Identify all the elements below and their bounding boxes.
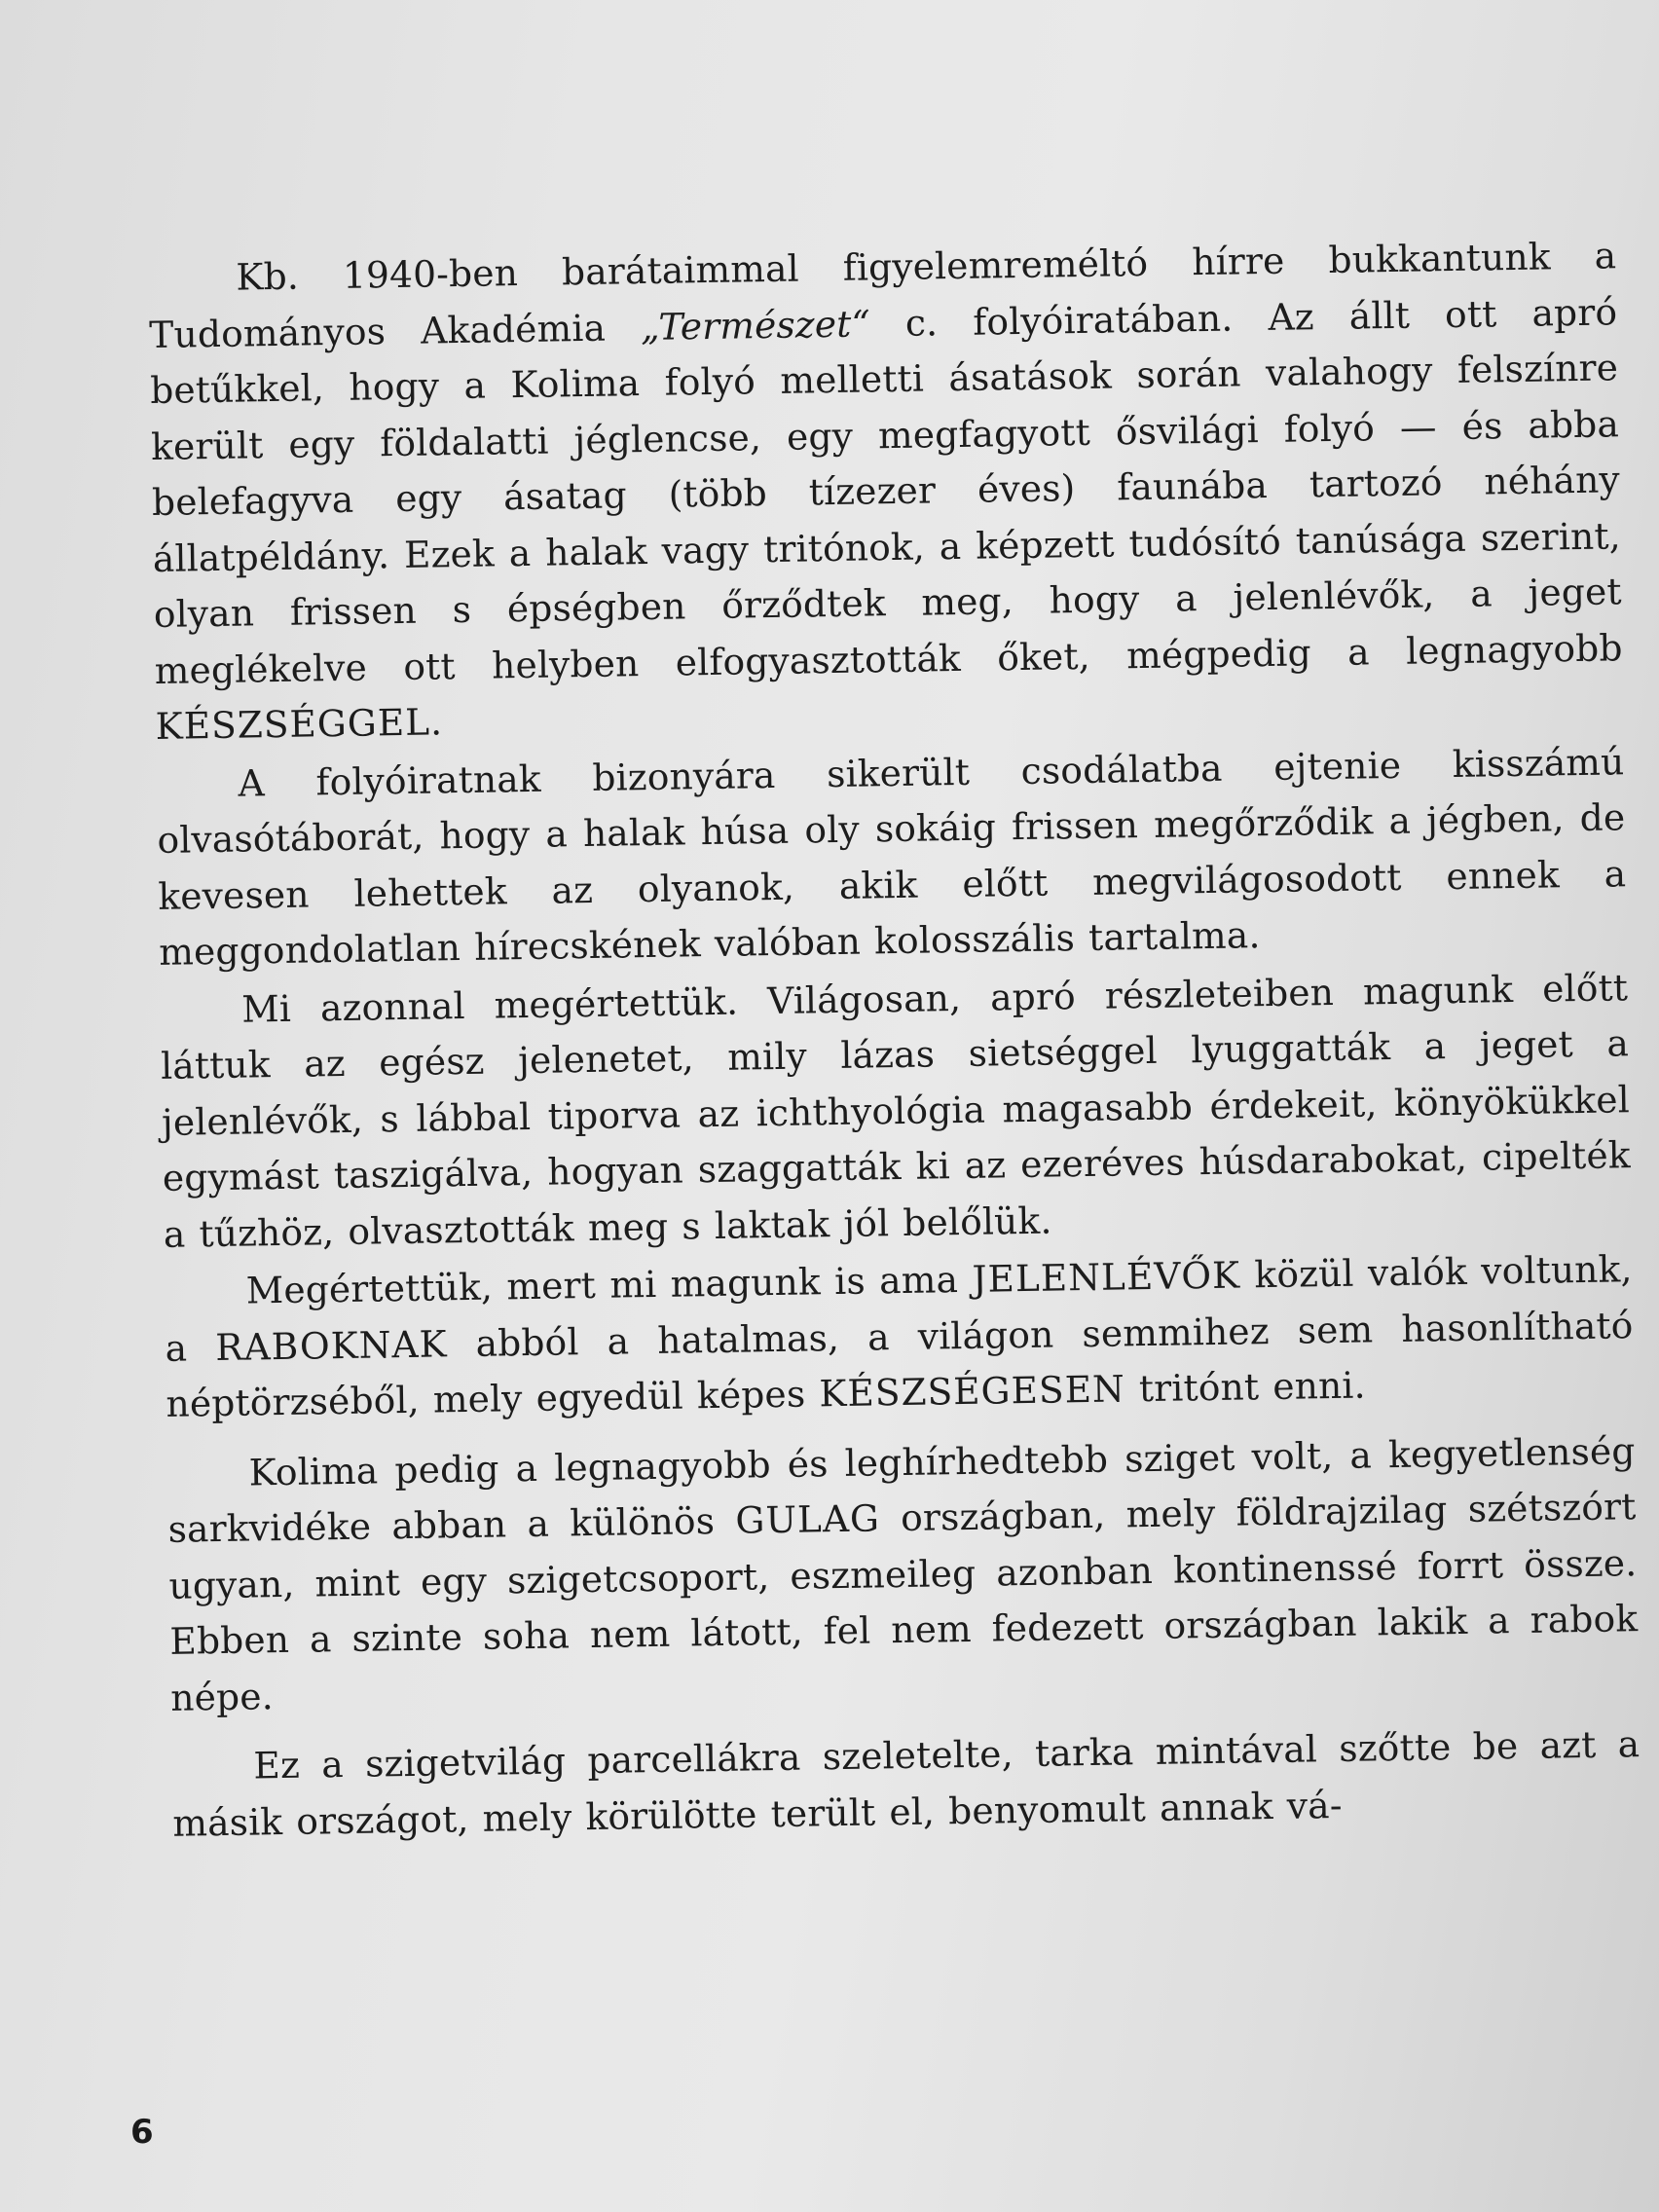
- body-text: [148, 228, 1641, 1851]
- paragraph-3: [160, 960, 1632, 1263]
- caps-word: RABOKNAK: [214, 1321, 448, 1369]
- paragraph-2: [156, 734, 1627, 981]
- text-segment: abból a hatalmas, a világon semmihez sem hasonlítható néptörzséből, mely egyedül képes: [166, 1303, 1634, 1425]
- journal-title: „Természet“: [640, 301, 871, 349]
- paragraph-1: [148, 228, 1624, 755]
- text-segment: közül valók voltunk, a: [165, 1247, 1633, 1370]
- paragraph-5: [166, 1423, 1639, 1726]
- page-number: 6: [130, 2113, 154, 2152]
- text-segment: A folyóiratnak bizonyára sikerült csodálatba ejtenie kisszámú olvasótáborát, hogy a halak húsa oly sokáig frissen megőrződik a jégben, de kevesen lehettek az olyanok, akik előtt megvilágosodott ennek a meggondolatlan hírecskének valóban kolosszális tartalma.: [157, 739, 1627, 974]
- paragraph-4: [164, 1241, 1635, 1432]
- caps-word: KÉSZSÉGGEL: [155, 700, 431, 748]
- text-segment: Megértettük, mert mi magunk is ama: [245, 1257, 973, 1312]
- paragraph-6: [171, 1716, 1641, 1852]
- text-segment: tritónt enni.: [1124, 1363, 1367, 1411]
- text-segment: Ez a szigetvilág parcellákra szeletelte, tarka mintával szőtte be azt a másik országot, mely körülötte terült el, benyomult annak vá-: [172, 1722, 1641, 1845]
- text-segment: Kolima pedig a legnagyobb és leghírhedtebb sziget volt, a kegyetlenség sarkvidéke abban a különös: [167, 1428, 1636, 1551]
- text-segment: .: [429, 700, 443, 744]
- caps-word: GULAG: [735, 1496, 881, 1542]
- text-segment: Kb. 1940-ben barátaimmal figyelemreméltó hírre bukkantunk a Tudományos Akadémia: [148, 234, 1617, 356]
- text-segment: országban, mely földrajzilag szétszórt ugyan, mint egy szigetcsoport, eszmeileg azonban kontinenssé forrt össze. Ebben a szinte soha nem látott, fel nem fedezett országban lakik a rabok népe.: [168, 1485, 1639, 1719]
- caps-word: KÉSZSÉGESEN: [819, 1367, 1126, 1416]
- text-segment: c. folyóiratában. Az állt ott apró betűkkel, hogy a Kolima folyó melletti ásatások során valahogy felszínre került egy földalatti jéglencse, egy megfagyott ősvilági folyó — és abba belefagyva egy ásatag (több tízezer éves) faunába tartozó néhány állatpéldány. Ezek a halak vagy tritónok, a képzett tudósító tanúsága szerint, olyan frissen s épségben őrződtek meg, hogy a jelenlévők, a jeget meglékelve ott helyben elfogyasztották őket, mégpedig a legnagyobb: [149, 289, 1623, 692]
- caps-word: JELENLÉVŐK: [972, 1253, 1241, 1301]
- text-segment: Mi azonnal megértettük. Világosan, apró részleteiben magunk előtt láttuk az egész jelenetet, mily lázas sietséggel lyuggatták a jeget a jelenlévők, s lábbal tiporva az ichthyológia magasabb érdekeit, könyökükkel egymást taszigálva, hogyan szaggatták ki az ezeréves húsdarabokat, cipelték a tűzhöz, olvasztották meg s laktak jól belőlük.: [160, 965, 1632, 1256]
